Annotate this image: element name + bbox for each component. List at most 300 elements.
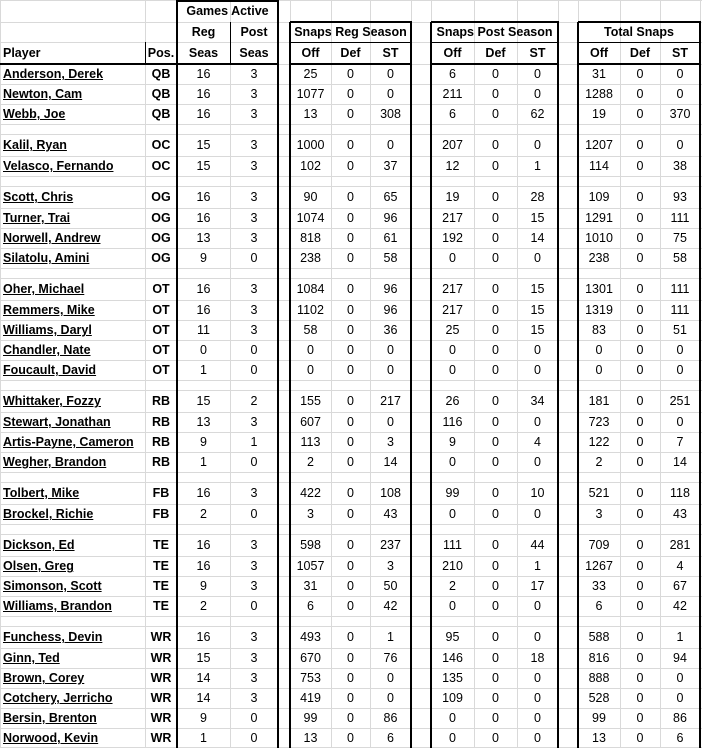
- snap-count-cell: 0: [449, 507, 456, 522]
- player-name: Ginn, Ted: [3, 651, 60, 666]
- post-games-cell: 0: [250, 363, 258, 378]
- reg-games-cell: 15: [196, 394, 211, 409]
- snap-count-cell: 19: [445, 190, 460, 205]
- snap-count-cell: 0: [492, 691, 499, 706]
- snap-count-cell: 0: [307, 343, 314, 358]
- reg-games-cell: 15: [196, 138, 211, 153]
- snap-count-cell: 0: [492, 363, 499, 378]
- position-cell: WR: [150, 630, 172, 645]
- snap-count-cell: 0: [347, 343, 354, 358]
- snap-count-cell: 1288: [585, 87, 613, 102]
- snap-count-cell: 102: [300, 159, 321, 174]
- reg-games-cell: 15: [196, 651, 211, 666]
- snap-count-cell: 217: [380, 394, 401, 409]
- post-games-cell: 3: [250, 538, 258, 553]
- snap-count-cell: 0: [636, 507, 644, 522]
- reg-games-cell: 16: [196, 303, 211, 318]
- snap-count-cell: 0: [534, 87, 541, 102]
- column-header-post-st: ST: [529, 46, 546, 61]
- snap-count-cell: 17: [530, 579, 545, 594]
- snap-count-cell: 0: [492, 507, 499, 522]
- snap-count-cell: 75: [673, 231, 687, 246]
- snap-count-cell: 181: [588, 394, 610, 409]
- reg-games-cell: 9: [200, 711, 207, 726]
- snap-count-cell: 44: [530, 538, 545, 553]
- player-name: Olsen, Greg: [3, 559, 74, 574]
- snap-count-cell: 28: [530, 190, 545, 205]
- snap-count-cell: 1084: [296, 282, 325, 297]
- snap-count-cell: 34: [530, 394, 545, 409]
- snap-count-cell: 0: [449, 363, 456, 378]
- snap-count-cell: 111: [442, 538, 462, 553]
- player-name: Silatolu, Amini: [3, 251, 90, 266]
- snap-count-cell: 15: [530, 211, 545, 226]
- player-name: Artis-Payne, Cameron: [3, 435, 134, 450]
- player-name: Cotchery, Jerricho: [3, 691, 113, 706]
- position-cell: TE: [153, 559, 169, 574]
- snap-count-cell: 0: [492, 303, 499, 318]
- snap-count-cell: 0: [387, 87, 394, 102]
- snap-count-cell: 1102: [297, 303, 324, 318]
- gridline-row: [0, 472, 702, 473]
- snap-count-cell: 0: [449, 599, 456, 614]
- snap-count-cell: 111: [670, 282, 690, 297]
- snap-count-cell: 370: [669, 107, 691, 122]
- snap-count-cell: 0: [449, 251, 456, 266]
- snap-count-cell: 2: [595, 455, 603, 470]
- snap-count-cell: 111: [670, 303, 690, 318]
- snap-count-cell: 0: [595, 363, 603, 378]
- snap-block-divider: [290, 42, 412, 43]
- snap-count-cell: 94: [673, 651, 687, 666]
- snap-block-right-border: [557, 22, 559, 748]
- snap-count-cell: 0: [492, 630, 499, 645]
- snap-count-cell: 0: [492, 394, 499, 409]
- player-name: Whittaker, Fozzy: [3, 394, 101, 409]
- position-cell: WR: [150, 731, 172, 746]
- snap-count-cell: 19: [592, 107, 606, 122]
- snap-count-cell: 38: [673, 159, 687, 174]
- reg-games-cell: 14: [196, 691, 211, 706]
- snap-count-cell: 1074: [296, 211, 325, 226]
- reg-games-cell: 16: [196, 190, 211, 205]
- player-name: Scott, Chris: [3, 190, 74, 205]
- snap-count-cell: 3: [595, 507, 603, 522]
- gridline-row: [0, 380, 702, 381]
- snap-count-cell: 1: [676, 630, 684, 645]
- position-cell: WR: [150, 691, 172, 706]
- player-name: Bersin, Brenton: [3, 711, 97, 726]
- snap-count-cell: 31: [303, 579, 318, 594]
- snap-count-cell: 42: [673, 599, 687, 614]
- snap-count-cell: 50: [383, 579, 398, 594]
- player-name: Webb, Joe: [3, 107, 66, 122]
- snap-count-cell: 33: [592, 579, 606, 594]
- snap-count-cell: 0: [492, 138, 499, 153]
- player-name: Turner, Trai: [3, 211, 71, 226]
- snap-count-cell: 0: [347, 455, 354, 470]
- reg-games-cell: 16: [196, 67, 211, 82]
- post-games-cell: 3: [250, 107, 258, 122]
- snap-count-cell: 14: [383, 455, 398, 470]
- snap-count-cell: 96: [383, 282, 398, 297]
- snap-count-cell: 0: [534, 343, 541, 358]
- snap-count-cell: 1207: [585, 138, 613, 153]
- snap-count-cell: 0: [534, 731, 541, 746]
- snap-block-divider: [578, 42, 701, 43]
- snap-count-cell: 0: [449, 731, 456, 746]
- snap-count-cell: 1077: [296, 87, 325, 102]
- snap-count-cell: 211: [442, 87, 463, 102]
- snap-count-cell: 37: [383, 159, 398, 174]
- snap-count-cell: 9: [449, 435, 456, 450]
- reg-header-bottom: Seas: [188, 46, 219, 61]
- snap-count-cell: 0: [449, 711, 456, 726]
- snap-count-cell: 818: [300, 231, 321, 246]
- snap-count-cell: 0: [347, 323, 354, 338]
- reg-games-cell: 1: [200, 731, 207, 746]
- snap-count-cell: 0: [347, 507, 354, 522]
- snap-count-cell: 13: [303, 731, 318, 746]
- position-cell: RB: [151, 415, 171, 430]
- snap-count-cell: 96: [383, 303, 398, 318]
- snap-count-cell: 62: [530, 107, 545, 122]
- snap-count-cell: 238: [300, 251, 321, 266]
- column-header-reg-st: ST: [382, 46, 399, 61]
- snap-count-cell: 36: [383, 323, 398, 338]
- snap-count-cell: 308: [380, 107, 401, 122]
- snap-count-cell: 3: [307, 507, 314, 522]
- column-header-tot-st: ST: [672, 46, 688, 61]
- reg-header-top: Reg: [191, 25, 216, 40]
- player-name: Norwood, Kevin: [3, 731, 99, 746]
- snap-count-cell: 0: [347, 579, 354, 594]
- snap-count-cell: 0: [387, 343, 394, 358]
- position-cell: QB: [151, 107, 171, 122]
- snap-count-cell: 7: [676, 435, 684, 450]
- post-games-cell: 3: [250, 190, 258, 205]
- snap-count-cell: 0: [347, 435, 354, 450]
- player-name: Dickson, Ed: [3, 538, 75, 553]
- snap-count-cell: 0: [534, 711, 541, 726]
- snap-count-cell: 0: [347, 538, 354, 553]
- snap-count-cell: 0: [636, 435, 644, 450]
- snap-count-cell: 0: [534, 599, 541, 614]
- snap-count-cell: 0: [636, 323, 644, 338]
- snap-count-cell: 0: [347, 138, 354, 153]
- reg-games-cell: 2: [200, 599, 207, 614]
- snap-count-cell: 0: [492, 731, 499, 746]
- snap-block-right-border: [699, 22, 701, 748]
- player-name: Norwell, Andrew: [3, 231, 101, 246]
- gridline-row: [0, 616, 702, 617]
- snap-count-cell: 155: [300, 394, 321, 409]
- reg-post-header-divider: [230, 22, 231, 64]
- snap-count-cell: 0: [636, 630, 644, 645]
- snap-count-cell: 0: [636, 190, 644, 205]
- games-active-right-border: [277, 0, 279, 748]
- snap-count-cell: 0: [492, 435, 499, 450]
- snap-count-cell: 0: [492, 486, 499, 501]
- snap-count-cell: 99: [445, 486, 460, 501]
- snap-count-cell: 217: [442, 282, 463, 297]
- snap-count-cell: 217: [442, 303, 463, 318]
- reg-games-cell: 14: [196, 671, 211, 686]
- snap-count-cell: 1000: [296, 138, 325, 153]
- snap-count-cell: 0: [676, 671, 684, 686]
- snap-count-cell: 0: [492, 190, 499, 205]
- games-active-left-border: [176, 0, 178, 748]
- snap-count-cell: 0: [347, 731, 354, 746]
- position-cell: OG: [151, 211, 171, 226]
- player-name: Williams, Brandon: [3, 599, 112, 614]
- snap-count-cell: 83: [592, 323, 606, 338]
- snap-count-cell: 0: [676, 363, 684, 378]
- snap-count-cell: 0: [636, 343, 644, 358]
- snap-count-cell: 6: [676, 731, 684, 746]
- position-cell: FB: [152, 486, 170, 501]
- snap-count-cell: 0: [347, 486, 354, 501]
- snap-count-cell: 281: [669, 538, 691, 553]
- snap-count-cell: 13: [592, 731, 606, 746]
- reg-games-cell: 16: [196, 211, 211, 226]
- reg-games-cell: 13: [196, 415, 211, 430]
- snap-count-cell: 109: [442, 691, 463, 706]
- snap-count-cell: 6: [307, 599, 314, 614]
- player-name: Brockel, Richie: [3, 507, 94, 522]
- snap-count-cell: 135: [442, 671, 463, 686]
- snap-count-cell: 6: [449, 67, 456, 82]
- snap-count-cell: 0: [534, 363, 541, 378]
- snap-count-cell: 0: [534, 691, 541, 706]
- snap-count-cell: 0: [492, 211, 499, 226]
- snap-count-cell: 0: [347, 651, 354, 666]
- post-header-top: Post: [240, 25, 268, 40]
- snap-count-cell: 753: [300, 671, 321, 686]
- snap-count-cell: 1319: [585, 303, 613, 318]
- snap-count-cell: 0: [449, 343, 456, 358]
- snap-count-cell: 237: [380, 538, 401, 553]
- snap-count-cell: 422: [300, 486, 321, 501]
- post-games-cell: 0: [250, 343, 258, 358]
- snap-count-cell: 58: [673, 251, 687, 266]
- snap-count-cell: 670: [300, 651, 321, 666]
- snap-count-cell: 0: [492, 455, 499, 470]
- player-name: Funchess, Devin: [3, 630, 103, 645]
- post-games-cell: 3: [250, 323, 258, 338]
- snap-count-cell: 0: [492, 599, 499, 614]
- reg-games-cell: 9: [200, 251, 207, 266]
- reg-games-cell: 16: [196, 107, 211, 122]
- position-header: Pos.: [147, 46, 175, 61]
- snap-count-cell: 0: [636, 579, 644, 594]
- reg-games-cell: 16: [196, 282, 211, 297]
- snap-count-cell: 251: [669, 394, 691, 409]
- player-name: Anderson, Derek: [3, 67, 104, 82]
- snap-count-cell: 99: [592, 711, 606, 726]
- snap-count-cell: 114: [589, 159, 609, 174]
- post-games-cell: 0: [250, 455, 258, 470]
- reg-games-cell: 9: [200, 579, 207, 594]
- snap-count-cell: 0: [636, 559, 644, 574]
- snap-count-cell: 0: [492, 87, 499, 102]
- snap-count-cell: 0: [534, 138, 541, 153]
- snap-count-cell: 6: [387, 731, 394, 746]
- post-games-cell: 3: [250, 231, 258, 246]
- snap-count-cell: 0: [387, 691, 394, 706]
- post-games-cell: 3: [250, 579, 258, 594]
- gridline-row: [0, 524, 702, 525]
- snap-count-cell: 0: [636, 231, 644, 246]
- snap-count-cell: 0: [492, 579, 499, 594]
- snap-count-cell: 210: [442, 559, 463, 574]
- snap-count-cell: 1301: [585, 282, 613, 297]
- snap-count-cell: 122: [588, 435, 610, 450]
- snap-count-cell: 0: [347, 691, 354, 706]
- snap-count-cell: 0: [676, 87, 684, 102]
- snap-count-cell: 816: [588, 651, 610, 666]
- player-name: Remmers, Mike: [3, 303, 95, 318]
- snap-count-cell: 0: [347, 159, 354, 174]
- player-name: Simonson, Scott: [3, 579, 102, 594]
- snap-count-cell: 0: [347, 251, 354, 266]
- player-name: Brown, Corey: [3, 671, 85, 686]
- player-name: Kalil, Ryan: [3, 138, 67, 153]
- snap-count-cell: 0: [636, 455, 644, 470]
- snap-block-right-border: [410, 22, 412, 748]
- snap-count-cell: 0: [534, 630, 541, 645]
- snap-count-cell: 3: [387, 435, 394, 450]
- snap-count-cell: 0: [387, 67, 394, 82]
- snap-block-top-border: [578, 21, 701, 23]
- snap-count-cell: 0: [534, 415, 541, 430]
- reg-games-cell: 9: [200, 435, 207, 450]
- snap-count-cell: 93: [673, 190, 687, 205]
- reg-games-cell: 2: [200, 507, 207, 522]
- player-name: Tolbert, Mike: [3, 486, 80, 501]
- snap-count-cell: 217: [442, 211, 463, 226]
- snap-count-cell: 111: [670, 211, 690, 226]
- snap-count-cell: 888: [588, 671, 610, 686]
- reg-games-cell: 16: [196, 538, 211, 553]
- post-games-cell: 2: [250, 394, 258, 409]
- snap-count-cell: 0: [492, 251, 499, 266]
- snap-count-cell: 86: [673, 711, 687, 726]
- position-cell: OG: [151, 251, 171, 266]
- snap-count-cell: 0: [636, 363, 644, 378]
- snap-count-cell: 493: [300, 630, 321, 645]
- post-games-cell: 3: [250, 303, 258, 318]
- reg-games-cell: 15: [196, 159, 211, 174]
- snap-count-cell: 6: [595, 599, 603, 614]
- snap-count-cell: 0: [347, 87, 354, 102]
- snap-count-cell: 14: [673, 455, 687, 470]
- post-games-cell: 3: [250, 159, 258, 174]
- snap-block-header-underline: [578, 63, 701, 65]
- snap-count-cell: 0: [636, 486, 644, 501]
- snap-count-cell: 1: [534, 559, 541, 574]
- snap-count-cell: 15: [530, 303, 545, 318]
- snap-count-cell: 0: [347, 67, 354, 82]
- snap-count-cell: 0: [307, 363, 314, 378]
- position-cell: OC: [151, 159, 171, 174]
- snap-count-cell: 65: [383, 190, 398, 205]
- post-games-cell: 3: [250, 415, 258, 430]
- snap-count-cell: 0: [636, 651, 644, 666]
- position-cell: TE: [153, 538, 169, 553]
- position-cell: OG: [151, 190, 171, 205]
- post-games-cell: 3: [250, 486, 258, 501]
- snaps-reg-season-header: Snaps Reg Season: [294, 25, 407, 40]
- snap-count-cell: 0: [636, 731, 644, 746]
- position-cell: OG: [151, 231, 171, 246]
- position-cell: QB: [151, 67, 171, 82]
- snap-count-cell: 0: [636, 211, 644, 226]
- snap-count-cell: 0: [347, 394, 354, 409]
- post-games-cell: 3: [250, 282, 258, 297]
- snap-count-cell: 1057: [296, 559, 325, 574]
- player-name: Chandler, Nate: [3, 343, 91, 358]
- snap-block-header-underline: [431, 63, 559, 65]
- snap-count-cell: 0: [636, 138, 644, 153]
- snap-count-cell: 1010: [585, 231, 613, 246]
- snap-count-cell: 90: [303, 190, 318, 205]
- snap-count-cell: 10: [530, 486, 545, 501]
- player-name: Velasco, Fernando: [3, 159, 114, 174]
- snap-count-cell: 0: [347, 363, 354, 378]
- snap-count-cell: 0: [676, 67, 684, 82]
- snap-count-cell: 2: [307, 455, 314, 470]
- snaps-post-season-header: Snaps Post Season: [436, 25, 553, 40]
- snap-count-cell: 0: [492, 559, 499, 574]
- position-cell: QB: [151, 87, 171, 102]
- snap-count-cell: 0: [636, 691, 644, 706]
- snap-count-cell: 0: [347, 231, 354, 246]
- snap-count-cell: 0: [492, 159, 499, 174]
- snap-count-cell: 96: [383, 211, 398, 226]
- snap-count-cell: 31: [592, 67, 606, 82]
- snap-count-cell: 99: [303, 711, 318, 726]
- snap-count-cell: 4: [676, 559, 684, 574]
- reg-games-cell: 16: [196, 87, 211, 102]
- post-games-cell: 3: [250, 651, 258, 666]
- snap-count-cell: 528: [588, 691, 610, 706]
- snap-count-cell: 0: [347, 303, 354, 318]
- position-cell: RB: [151, 455, 171, 470]
- snap-count-cell: 0: [347, 190, 354, 205]
- snap-count-cell: 58: [383, 251, 398, 266]
- snap-count-cell: 1267: [585, 559, 613, 574]
- position-cell: TE: [153, 599, 169, 614]
- post-games-cell: 3: [250, 559, 258, 574]
- snap-count-cell: 598: [300, 538, 321, 553]
- reg-games-cell: 16: [196, 559, 211, 574]
- snap-count-cell: 0: [636, 671, 644, 686]
- post-games-cell: 3: [250, 630, 258, 645]
- post-games-cell: 3: [250, 67, 258, 82]
- snap-count-cell: 43: [673, 507, 687, 522]
- player-name: Stewart, Jonathan: [3, 415, 111, 430]
- snap-count-cell: 0: [676, 138, 684, 153]
- gridline-row: [0, 124, 702, 125]
- reg-games-cell: 16: [196, 630, 211, 645]
- snap-count-cell: 0: [636, 415, 644, 430]
- reg-games-cell: 1: [200, 455, 207, 470]
- snap-count-cell: 0: [636, 67, 644, 82]
- position-cell: OT: [152, 282, 170, 297]
- snap-count-cell: 0: [449, 455, 456, 470]
- snap-count-cell: 0: [347, 559, 354, 574]
